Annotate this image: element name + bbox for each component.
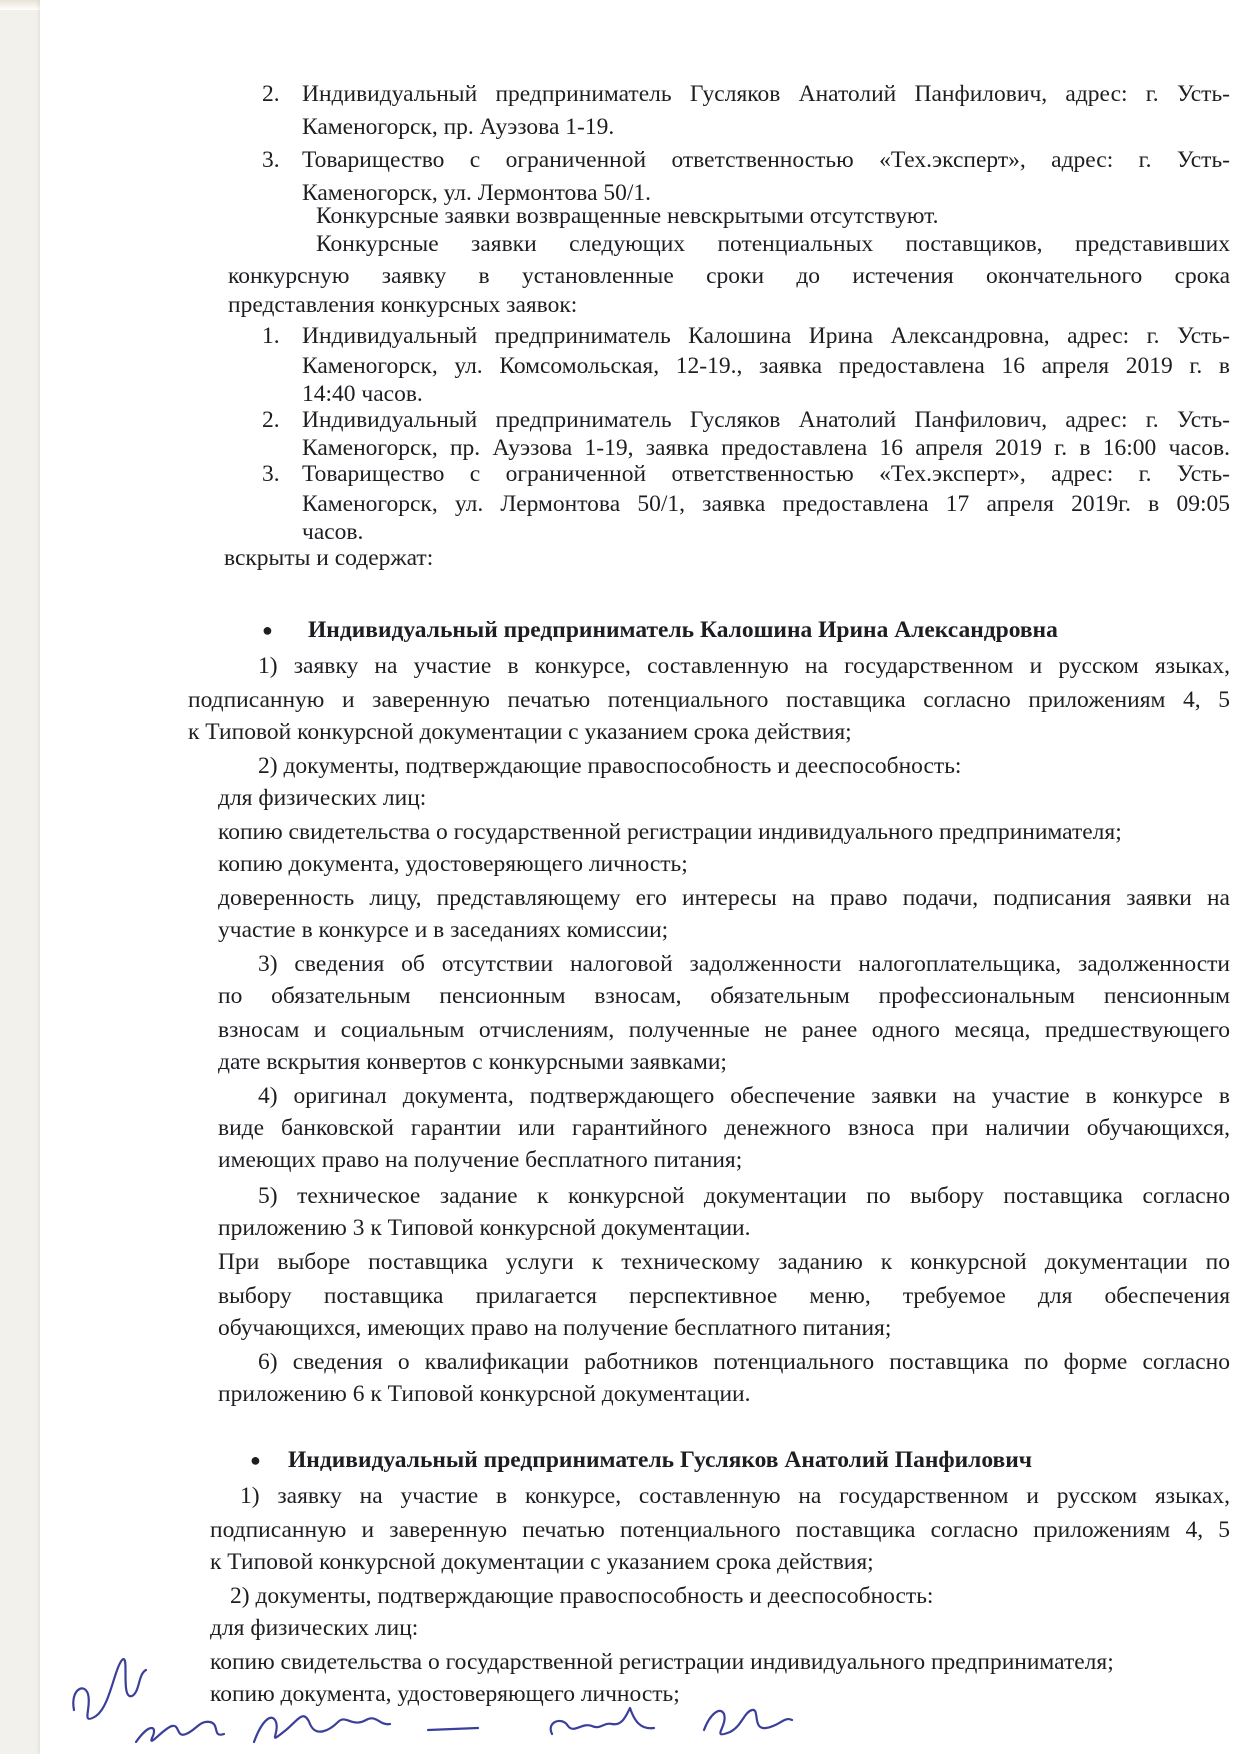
section-line: копию свидетельства о государственной регистрации индивидуального предпринимателя;: [210, 1649, 1114, 1675]
section-line: виде банковской гарантии или гарантийного денежного взноса при наличии обучающихся,: [218, 1115, 1230, 1141]
list-item-line: 14:40 часов.: [302, 381, 423, 407]
list-item-line: часов.: [302, 519, 364, 545]
list-item-line: Индивидуальный предприниматель Гусляков Анатолий Панфилович, адрес: г. Усть-: [302, 81, 1230, 107]
section-line: копию документа, удостоверяющего личность;: [218, 851, 688, 877]
section-line: 2) документы, подтверждающие правоспособность и дееспособность:: [258, 753, 962, 779]
signature-3: [254, 1716, 390, 1742]
section-line: При выборе поставщика услуги к техническому заданию к конкурсной документации по: [218, 1249, 1230, 1275]
list-number: 3.: [262, 461, 280, 487]
section-line: 3) сведения об отсутствии налоговой задолженности налогоплательщика, задолженности: [258, 951, 1230, 977]
section-line: для физических лиц:: [210, 1615, 419, 1641]
section-line: обучающихся, имеющих право на получение бесплатного питания;: [218, 1315, 892, 1341]
paragraph-returned: Конкурсные заявки возвращенные невскрытыми отсутствуют.: [316, 203, 939, 229]
list-item-line: Каменогорск, пр. Ауэзова 1-19.: [302, 114, 615, 140]
section-line: 4) оригинал документа, подтверждающего обеспечение заявки на участие в конкурсе в: [258, 1083, 1230, 1109]
section-line: подписанную и заверенную печатью потенциального поставщика согласно приложениям 4, 5: [210, 1517, 1230, 1543]
handwritten-signatures: [40, 1630, 1000, 1754]
signature-5: [704, 1710, 792, 1734]
list-number: 2.: [262, 81, 280, 107]
list-item-line: Каменогорск, ул. Лермонтова 50/1, заявка предоставлена 17 апреля 2019г. в 09:05: [302, 491, 1230, 517]
list-item-line: Каменогорск, пр. Ауэзова 1-19, заявка предоставлена 16 апреля 2019 г. в 16:00 часов.: [302, 435, 1230, 461]
section-line: к Типовой конкурсной документации с указанием срока действия;: [188, 719, 852, 745]
section-heading: Индивидуальный предприниматель Гусляков Анатолий Панфилович: [288, 1447, 1033, 1473]
opened-contain-text: вскрыты и содержат:: [224, 545, 434, 571]
section-line: 5) техническое задание к конкурсной документации по выбору поставщика согласно: [258, 1183, 1230, 1209]
section-line: подписанную и заверенную печатью потенциального поставщика согласно приложениям 4, 5: [188, 687, 1230, 713]
paragraph-line: Конкурсные заявки следующих потенциальных поставщиков, представивших: [316, 231, 1230, 257]
list-item-line: Индивидуальный предприниматель Калошина Ирина Александровна, адрес: г. Усть-: [302, 323, 1230, 349]
section-line: по обязательным пенсионным взносам, обязательным профессиональным пенсионным: [218, 983, 1230, 1009]
list-item-line: Товарищество с ограниченной ответственностью «Тех.эксперт», адрес: г. Усть-: [302, 147, 1230, 173]
section-line: 6) сведения о квалификации работников потенциального поставщика по форме согласно: [258, 1349, 1230, 1375]
section-line: приложению 6 к Типовой конкурсной документации.: [218, 1381, 751, 1407]
section-line: взносам и социальным отчислениям, полученные не ранее одного месяца, предшествующего: [218, 1017, 1230, 1043]
section-line: копию документа, удостоверяющего личность;: [210, 1681, 680, 1707]
list-item-line: Каменогорск, ул. Комсомольская, 12-19., заявка предоставлена 16 апреля 2019 г. в: [302, 353, 1230, 379]
list-number: 1.: [262, 323, 280, 349]
paragraph-line: конкурсную заявку в установленные сроки до истечения окончательного срока: [228, 263, 1230, 289]
section-line: к Типовой конкурсной документации с указанием срока действия;: [210, 1549, 874, 1575]
section-line: 1) заявку на участие в конкурсе, составленную на государственном и русском языках,: [258, 653, 1230, 679]
section-line: доверенность лицу, представляющему его интересы на право подачи, подписания заявки на: [218, 885, 1230, 911]
section-heading: Индивидуальный предприниматель Калошина Ирина Александровна: [308, 617, 1058, 643]
section-line: копию свидетельства о государственной регистрации индивидуального предпринимателя;: [218, 819, 1122, 845]
section-line: имеющих право на получение бесплатного питания;: [218, 1147, 743, 1173]
list-number: 3.: [262, 147, 280, 173]
bullet-icon: ●: [250, 1450, 261, 1470]
signature-4: [551, 1708, 654, 1734]
list-item-line: Товарищество с ограниченной ответственностью «Тех.эксперт», адрес: г. Усть-: [302, 461, 1230, 487]
section-line: выбору поставщика прилагается перспективное меню, требуемое для обеспечения: [218, 1283, 1230, 1309]
section-line: приложению 3 к Типовой конкурсной документации.: [218, 1215, 751, 1241]
list-number: 2.: [262, 407, 280, 433]
paragraph-line: представления конкурсных заявок:: [228, 292, 578, 318]
list-item-line: Каменогорск, ул. Лермонтова 50/1.: [302, 180, 652, 206]
list-item-line: Индивидуальный предприниматель Гусляков Анатолий Панфилович, адрес: г. Усть-: [302, 407, 1230, 433]
signature-1: [73, 1659, 146, 1719]
section-line: дате вскрытия конвертов с конкурсными заявками;: [218, 1049, 727, 1075]
section-line: для физических лиц:: [218, 785, 427, 811]
bullet-icon: ●: [262, 620, 273, 640]
signature-dash: [428, 1728, 478, 1730]
section-line: участие в конкурсе и в заседаниях комиссии;: [218, 917, 669, 943]
section-line: 1) заявку на участие в конкурсе, составленную на государственном и русском языках,: [240, 1483, 1230, 1509]
section-line: 2) документы, подтверждающие правоспособность и дееспособность:: [230, 1583, 934, 1609]
signature-2: [136, 1722, 224, 1742]
